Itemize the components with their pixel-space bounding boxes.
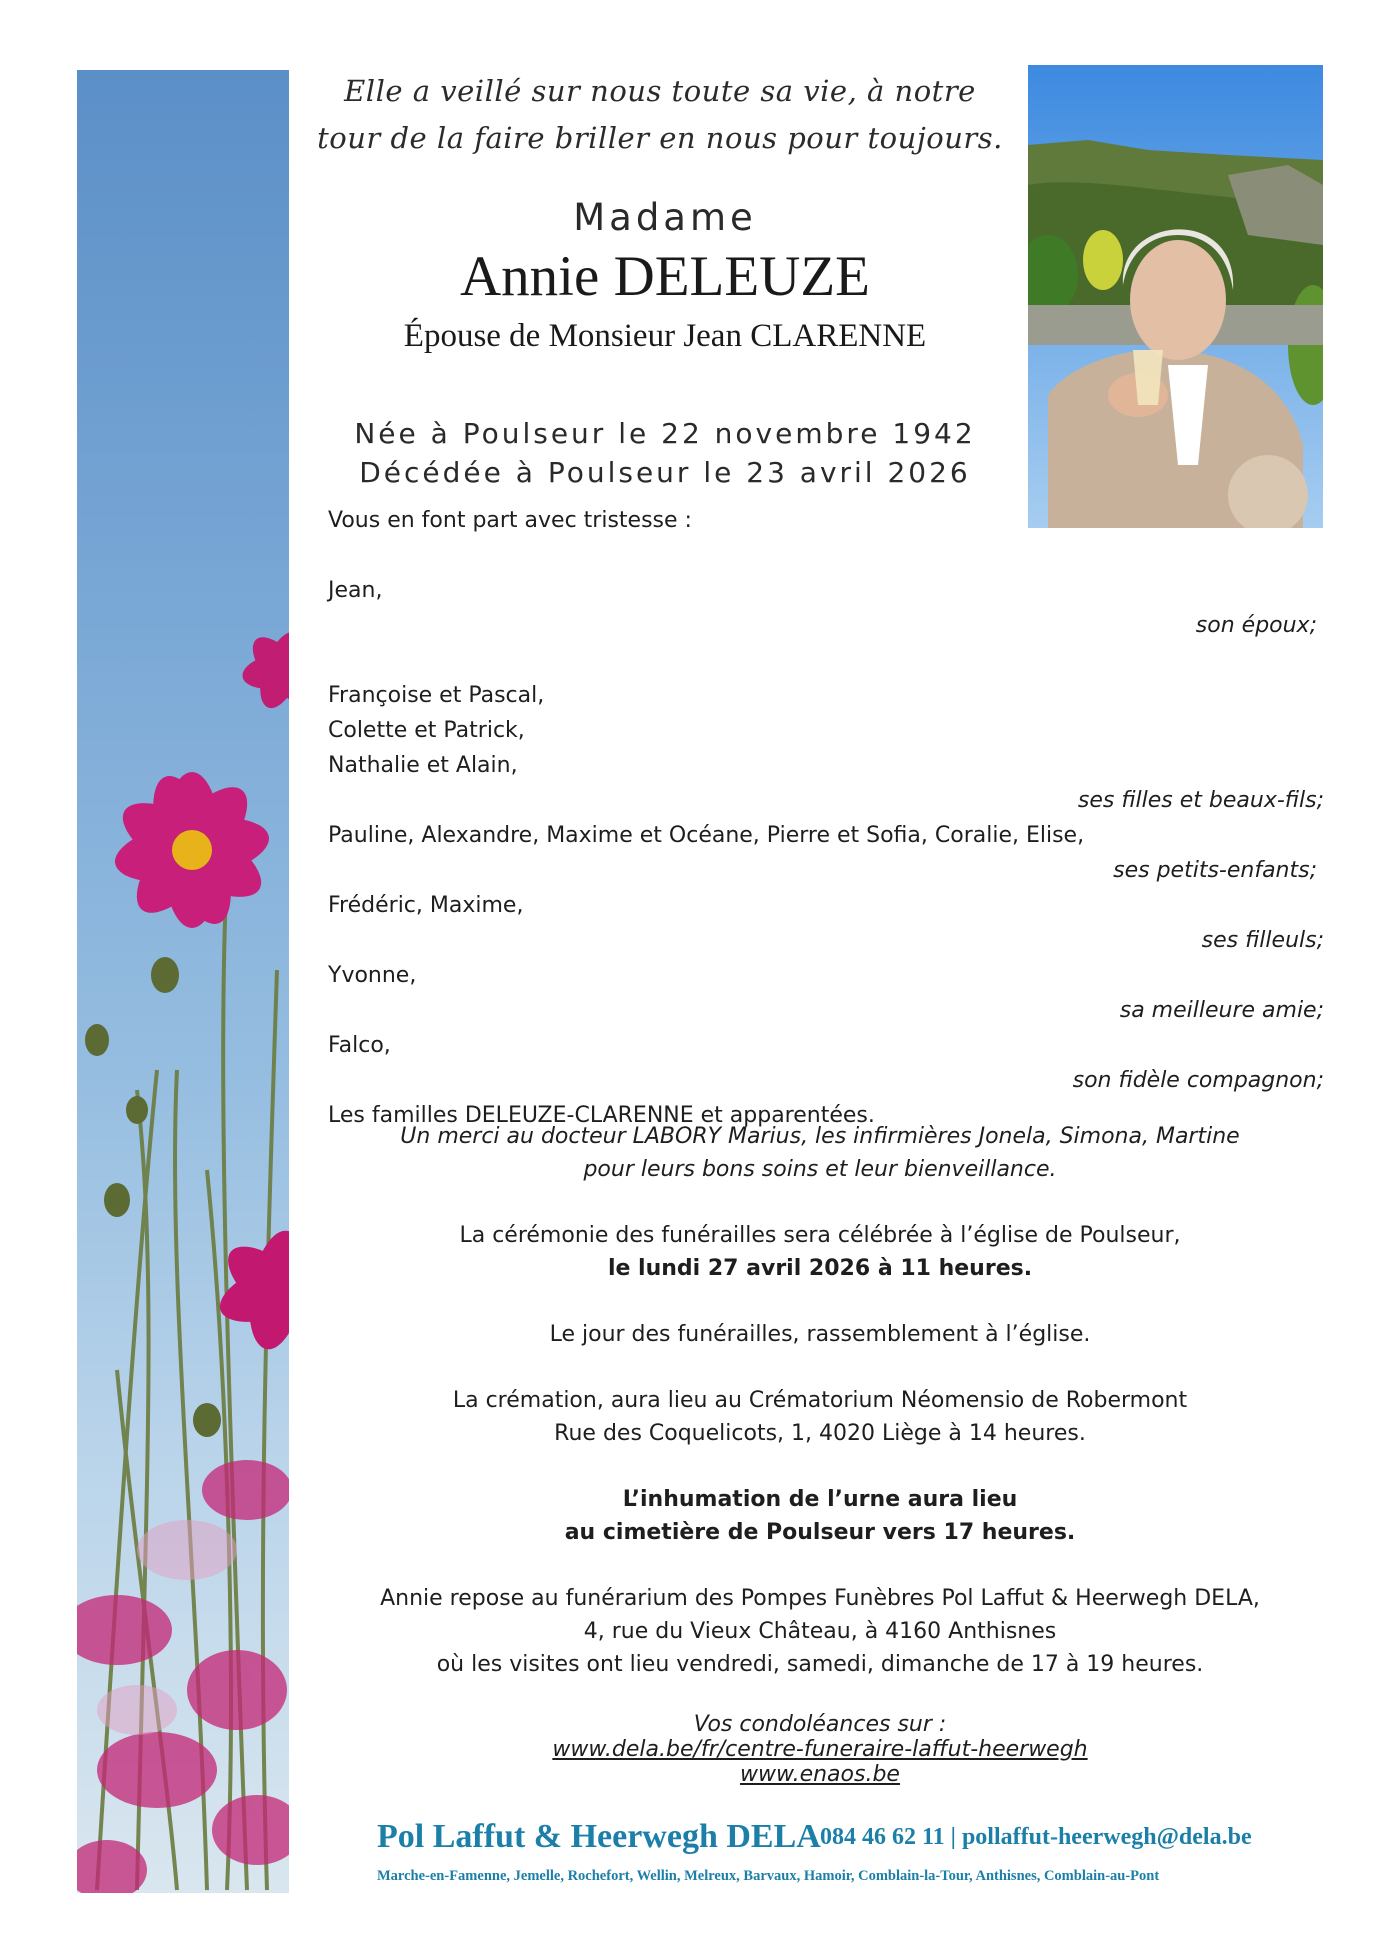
companion-name: Falco, bbox=[328, 1033, 391, 1058]
godchildren-names: Frédéric, Maxime, bbox=[328, 893, 524, 918]
burial-line-1: L’inhumation de l’urne aura lieu bbox=[622, 1487, 1018, 1512]
visits-block bbox=[300, 1582, 1340, 1681]
condolences-block bbox=[300, 1712, 1340, 1787]
grandchildren-names: Pauline, Alexandre, Maxime et Océane, Pierre et Sofia, Coralie, Elise, bbox=[328, 823, 1085, 848]
friend-name: Yvonne, bbox=[328, 963, 417, 988]
ceremony-date: le lundi 27 avril 2026 à 11 heures. bbox=[607, 1256, 1033, 1281]
husband-name: Jean, bbox=[328, 578, 383, 603]
visits-line-1: Annie repose au funérarium des Pompes Funèbres Pol Laffut & Heerwegh DELA, bbox=[380, 1586, 1260, 1611]
funeral-home-contact: 084 46 62 11 | pollaffut-heerwegh@dela.be bbox=[820, 1824, 1252, 1850]
daughter-couple: Françoise et Pascal, bbox=[328, 683, 545, 708]
quote-line-1: Elle a veillé sur nous toute sa vie, à notre bbox=[344, 74, 976, 108]
cremation-block bbox=[300, 1384, 1340, 1450]
daughters-relation: ses filles et beaux-fils; bbox=[1077, 788, 1324, 813]
daughter-couple: Colette et Patrick, bbox=[328, 718, 525, 743]
death-date: Décédée à Poulseur le 23 avril 2026 bbox=[359, 456, 971, 489]
burial-block bbox=[300, 1483, 1340, 1549]
thanks-block bbox=[300, 1120, 1340, 1186]
gathering-line: Le jour des funérailles, rassemblement à l’église. bbox=[549, 1322, 1091, 1347]
gathering-block bbox=[300, 1318, 1340, 1351]
family-list bbox=[328, 503, 1324, 1133]
funeral-home-brand: Pol Laffut & Heerwegh DELA bbox=[377, 1818, 821, 1855]
enaos-link[interactable]: www.enaos.be bbox=[740, 1762, 900, 1787]
portrait-illustration bbox=[1028, 65, 1323, 528]
cosmos-flowers-illustration bbox=[77, 70, 289, 1893]
birth-date: Née à Poulseur le 22 novembre 1942 bbox=[354, 417, 976, 450]
daughter-couple: Nathalie et Alain, bbox=[328, 753, 518, 778]
grandchildren-relation: ses petits-enfants; bbox=[1113, 858, 1317, 883]
godchildren-relation: ses filleuls; bbox=[1201, 928, 1324, 953]
ceremony-block bbox=[300, 1219, 1340, 1285]
spouse-line: Épouse de Monsieur Jean CLARENNE bbox=[403, 318, 927, 354]
burial-line-2: au cimetière de Poulseur vers 17 heures. bbox=[564, 1520, 1076, 1545]
funeral-home-locations: Marche-en-Famenne, Jemelle, Rochefort, Wellin, Melreux, Barvaux, Hamoir, Comblain-la-Tour, Anthisnes, Comblain-au-Pont bbox=[377, 1868, 1160, 1884]
family-intro: Vous en font part avec tristesse : bbox=[328, 508, 692, 533]
husband-relation: son époux; bbox=[1195, 613, 1317, 638]
memorial-quote bbox=[300, 68, 1020, 162]
life-dates bbox=[300, 414, 1030, 492]
visits-line-2: 4, rue du Vieux Château, à 4160 Anthisnes bbox=[583, 1619, 1057, 1644]
thanks-line-2: pour leurs bons soins et leur bienveillance. bbox=[583, 1157, 1057, 1182]
thanks-line-1: Un merci au docteur LABORY Marius, les infirmières Jonela, Simona, Martine bbox=[400, 1124, 1240, 1149]
quote-line-2: tour de la faire briller en nous pour toujours. bbox=[317, 121, 1003, 155]
deceased-name: Annie DELEUZE bbox=[460, 245, 870, 308]
floral-strip-image bbox=[77, 70, 289, 1893]
condolences-label: Vos condoléances sur : bbox=[693, 1712, 947, 1737]
blank-line bbox=[328, 538, 1324, 573]
blank-line bbox=[328, 643, 1324, 678]
families-line: Les familles DELEUZE-CLARENNE et apparentées. bbox=[328, 1103, 875, 1128]
visits-line-3: où les visites ont lieu vendredi, samedi, dimanche de 17 à 19 heures. bbox=[436, 1652, 1204, 1677]
honorific: Madame bbox=[573, 196, 757, 239]
dela-link[interactable]: www.dela.be/fr/centre-funeraire-laffut-heerwegh bbox=[552, 1737, 1088, 1762]
friend-relation: sa meilleure amie; bbox=[1119, 998, 1324, 1023]
cremation-line-1: La crémation, aura lieu au Crématorium Néomensio de Robermont bbox=[452, 1388, 1188, 1413]
companion-relation: son fidèle compagnon; bbox=[1072, 1068, 1324, 1093]
portrait-photo bbox=[1028, 65, 1323, 528]
cremation-line-2: Rue des Coquelicots, 1, 4020 Liège à 14 heures. bbox=[554, 1421, 1086, 1446]
ceremony-line-1: La cérémonie des funérailles sera célébrée à l’église de Poulseur, bbox=[459, 1223, 1181, 1248]
